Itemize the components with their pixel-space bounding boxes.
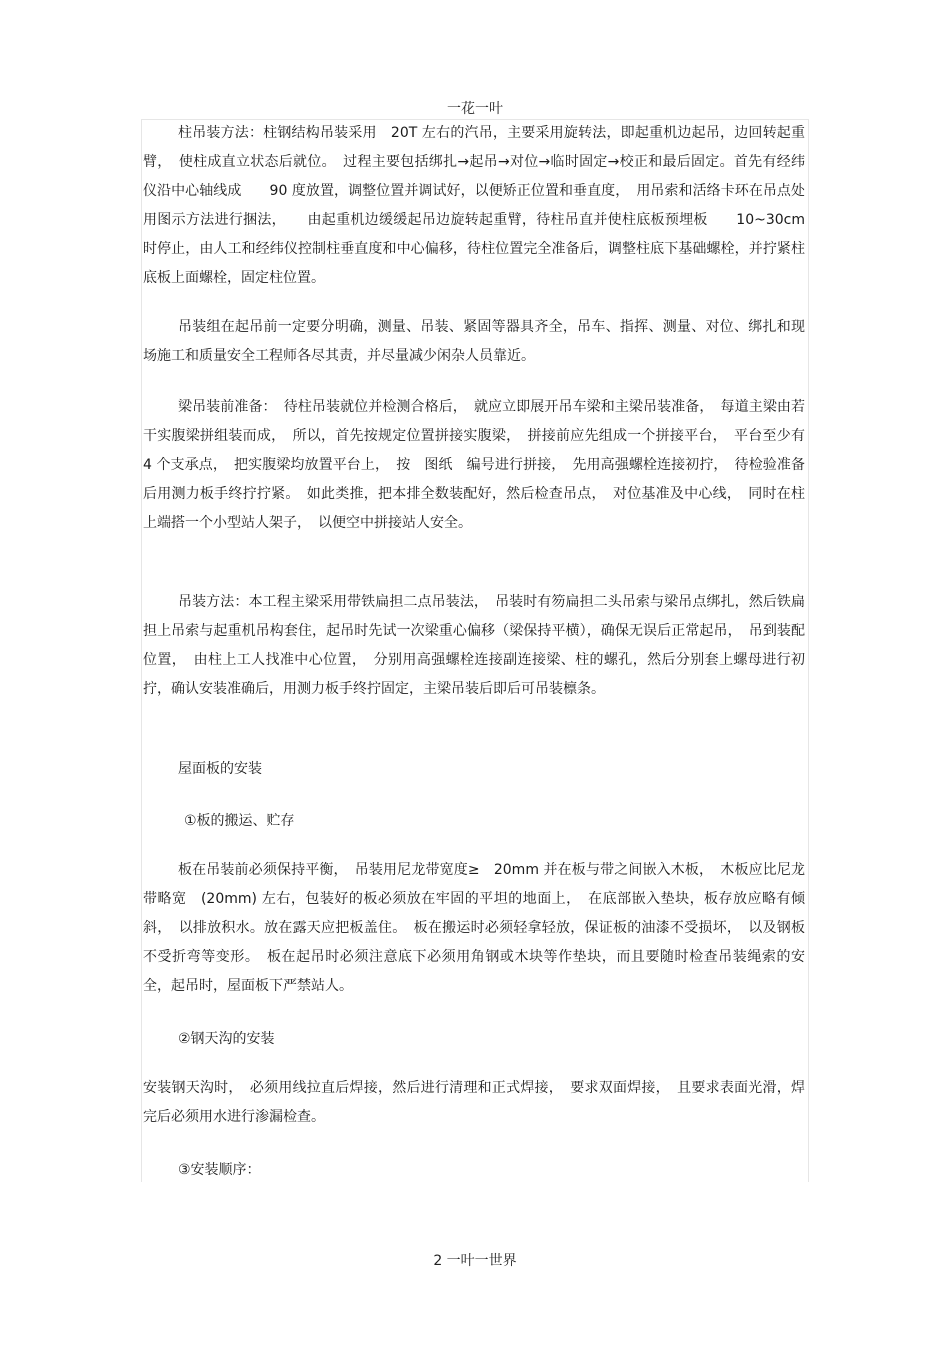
paragraph-panel-transport: 板在吊装前必须保持平衡， 吊装用尼龙带宽度≥ 20mm 并在板与带之间嵌入木板， 木板应比尼龙带略宽 (20mm) 左右，包装好的板必须放在牢固的平坦的地面上， 在底部嵌入垫块，板存放应略有倾斜， 以排放积水。放在露天应把板盖住。 板在搬运时必须轻拿轻放，保证板的油漆不受损坏， 以及钢板不受折弯等变形。 板在起吊时必须注意底下必须用角钢或木块等作垫块，而且要随时检查吊装绳索的安全，起吊时，屋面板下严禁站人。 <box>143 862 805 994</box>
paragraph-beam-hoisting-method: 吊装方法：本工程主梁采用带铁扁担二点吊装法， 吊装时有笏扁担二头吊索与梁吊点绑扎，然后铁扁担上吊索与起重机吊构套住，起吊时先试一次梁重心偏移（梁保持平横），确保无误后正常起吊， 吊到装配位置， 由柱上工人找准中心位置， 分别用高强螺栓连接副连接梁、柱的螺孔，然后分别套上螺母进行初拧，确认安装准确后，用测力板手终拧固定，主梁吊装后即后可吊装檩条。 <box>143 594 805 697</box>
page-footer: 2 一叶一世界 <box>433 1253 517 1269</box>
heading-roof-panel-install: 屋面板的安装 <box>178 761 262 777</box>
heading-gutter-install: ②钢天沟的安装 <box>178 1031 275 1047</box>
paragraph-hoisting-team: 吊装组在起吊前一定要分明确，测量、吊装、紧固等器具齐全，吊车、指挥、测量、对位、绑扎和现场施工和质量安全工程师各尽其责，并尽量减少闲杂人员靠近。 <box>143 319 805 364</box>
page-header: 一花一叶 <box>447 101 503 117</box>
paragraph-beam-preparation: 梁吊装前准备： 待柱吊装就位并检测合格后， 就应立即展开吊车梁和主梁吊装准备， 每道主梁由若干实腹梁拼组装而成， 所以，首先按规定位置拼接实腹梁， 拼接前应先组成一个拼接平台， 平台至少有 4 个支承点， 把实腹梁均放置平台上， 按 图纸 编号进行拼接， 先用高强螺栓连接初拧， 待检验准备后用测力板手终拧拧紧。 如此类推，把本排全数装配好，然后检查吊点， 对位基准及中心线， 同时在柱上端搭一个小型站人架子， 以便空中拼接站人安全。 <box>143 399 819 531</box>
heading-panel-transport: ①板的搬运、贮存 <box>184 813 295 829</box>
heading-install-order: ③安装顺序： <box>178 1162 261 1178</box>
paragraph-gutter-install: 安装钢天沟时， 必须用线拉直后焊接，然后进行清理和正式焊接， 要求双面焊接， 且要求表面光滑，焊完后必须用水进行渗漏检查。 <box>143 1080 805 1125</box>
paragraph-column-hoisting: 柱吊装方法：柱钢结构吊装采用 20T 左右的汽吊，主要采用旋转法，即起重机边起吊，边回转起重臂， 使柱成直立状态后就位。 过程主要包括绑扎→起吊→对位→临时固定→校正和最后固定。首先有经纬仪沿中心轴线成 90 度放置，调整位置并调试好，以便矫正位置和垂直度， 用吊索和活络卡环在吊点处用图示方法进行捆法， 由起重机边缓缓起吊边旋转起重臂，待柱吊直并使柱底板预埋板 10~30cm时停止，由人工和经纬仪控制柱垂直度和中心偏移，待柱位置完全准备后，调整柱底下基础螺栓，并拧紧柱底板上面螺栓，固定柱位置。 <box>143 125 805 286</box>
